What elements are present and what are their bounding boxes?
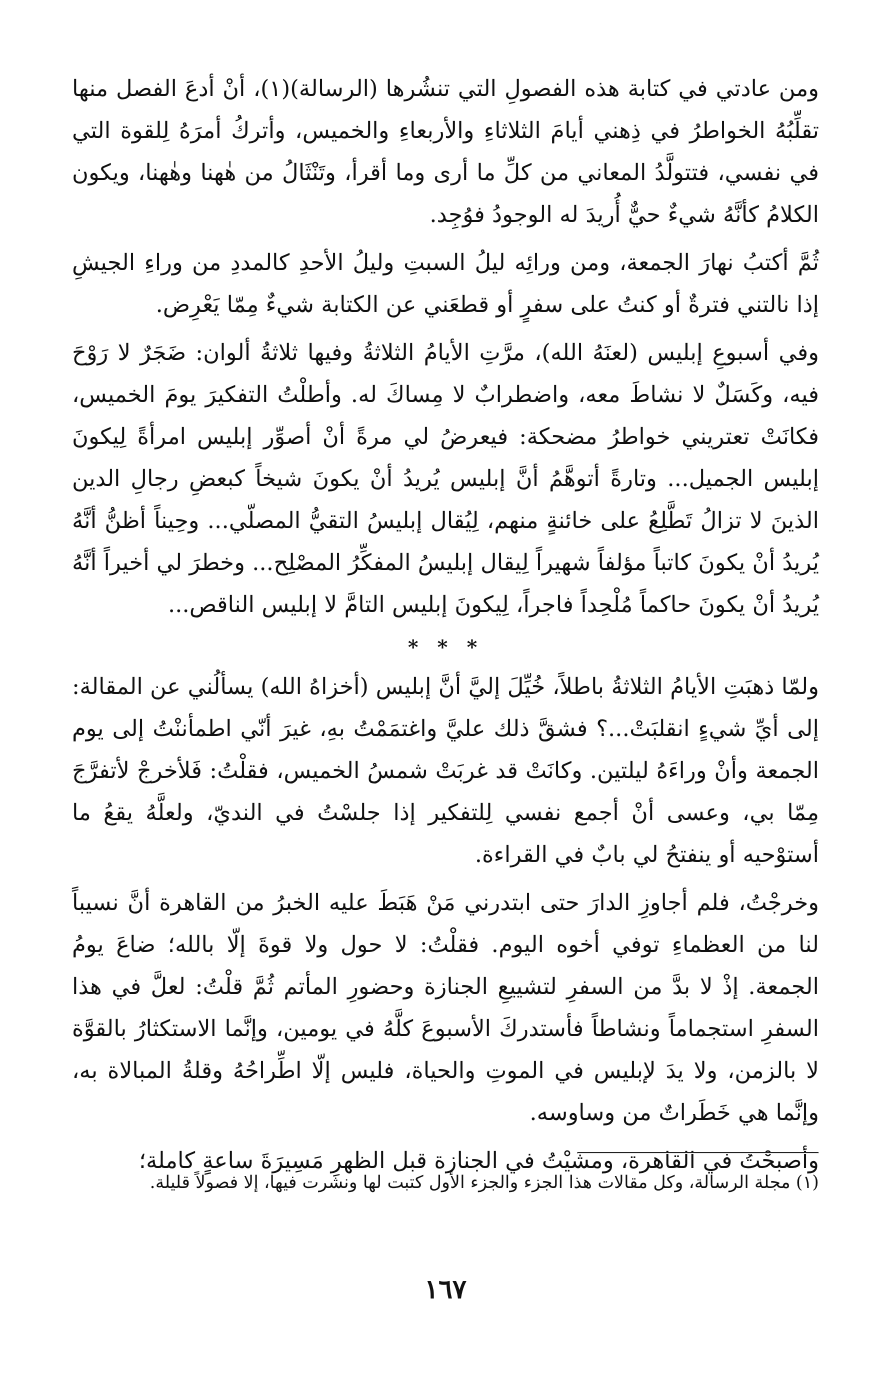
paragraph: وأصبحْتُ في القاهرة، ومشيْتُ في الجنازة قبل الظهرِ مَسِيرَةَ ساعةٍ كاملة؛ xyxy=(138,1148,819,1174)
page-number: ١٦٧ xyxy=(424,1275,467,1305)
paragraph: ولمّا ذهبَتِ الأيامُ الثلاثةُ باطلاً، خُيِّلَ إليَّ أنَّ إبليس (أخزاهُ الله) يسألُني عن المقالة: إلى أيِّ شيءٍ انقلبَتْ...؟ فشقَّ ذلك عليَّ واغتمَمْتُ بهِ، غيرَ أنّي اطمأننْتُ إلى يوم الجمعة وأنْ وراءَهُ ليلتين. وكانَتْ قد غربَتْ شمسُ الخميس، فقلْتُ: فَلأخرجْ لأتفرَّجَ مِمّا بي، وعسى أنْ أجمع نفسي لِلتفكير إذا جلسْتُ في النديّ، ولعلَّهُ يقعُ ما أستوْحيه أو ينفتحُ لي بابٌ في القراءة. xyxy=(72,674,819,868)
main-text xyxy=(72,68,819,1182)
paragraph: ثُمَّ أكتبُ نهارَ الجمعة، ومن ورائِه ليلُ السبتِ وليلُ الأحدِ كالمددِ من وراءِ الجيشِ إذا نالتني فترةٌ أو كنتُ على سفرٍ أو قطعَني عن الكتابة شيءٌ مِمّا يَعْرِض. xyxy=(72,250,819,318)
footnote-divider xyxy=(577,1152,819,1154)
section-separator: * * * xyxy=(407,635,484,659)
paragraph: ومن عادتي في كتابة هذه الفصولِ التي تنشُرها (الرسالة)(١)، أنْ أدعَ الفصل منها تقلِّبُهُ الخواطرُ في ذِهني أيامَ الثلاثاءِ والأربعاءِ والخميس، وأتركُ أمرَهُ لِلقوة التي في نفسي، فتتولَّدُ المعاني من كلِّ ما أرى وما أقرأ، وتَنْثَالُ من هٰهنا وهٰهنا، ويكون الكلامُ كأنَّهُ شيءٌ حيٌّ أُريدَ له الوجودُ فوُجِد. xyxy=(72,76,819,228)
paragraph: وفي أسبوعِ إبليس (لعنَهُ الله)، مرَّتِ الأيامُ الثلاثةُ وفيها ثلاثةُ ألوان: ضَجَرٌ لا رَوْحَ فيه، وكَسَلٌ لا نشاطَ معه، واضطرابٌ لا مِساكَ له. وأطلْتُ التفكيرَ يومَ الخميس، فكانَتْ تعتريني خواطرُ مضحكة: فيعرضُ لي مرةً أنْ أصوِّر إبليس امرأةً لِيكونَ إبليس الجميل... وتارةً أتوهَّمُ أنَّ إبليس يُريدُ أنْ يكونَ شيخاً كبعضِ رجالِ الدين الذينَ لا تزالُ تَطَّلِعُ على خائنةٍ منهم، لِيُقال إبليسُ التقيُّ المصلّي... وحِيناً أظنُّ أنَّهُ يُريدُ أنْ يكونَ كاتباً مؤلفاً شهيراً لِيقال إبليسُ المفكِّرُ المصْلِح... وخطرَ لي أخيراً أنَّهُ يُريدُ أنْ يكونَ حاكماً مُلْحِداً فاجراً، لِيكونَ إبليس التامَّ لا إبليس الناقص... xyxy=(72,340,819,618)
footnote: (١) مجلة الرسالة، وكل مقالات هذا الجزء والجزء الأول كتبت لها ونشرت فيها، إلا فصولاً قليلة. xyxy=(149,1173,819,1193)
book-page xyxy=(72,68,819,1379)
paragraph: وخرجْتُ، فلم أجاوزِ الدارَ حتى ابتدرني مَنْ هَبَطَ عليه الخبرُ من القاهرة أنَّ نسيباً لنا من العظماءِ توفي أخوه اليوم. فقلْتُ: لا حول ولا قوةَ إلّا بالله؛ ضاعَ يومُ الجمعة. إذْ لا بدَّ من السفرِ لتشييعِ الجنازة وحضورِ المأتم ثُمَّ قلْتُ: لعلَّ في هذا السفرِ استجماماً ونشاطاً فأستدركَ الأسبوعَ كلَّهُ في يومين، وإنَّما الاستكثارُ بالقوَّة لا بالزمن، ولا يدَ لإبليس في الموتِ والحياة، فليس إلّا اطِّراحُهُ وقلةُ المبالاة به، وإنَّما هي خَطَراتٌ من وساوسه. xyxy=(72,890,819,1126)
